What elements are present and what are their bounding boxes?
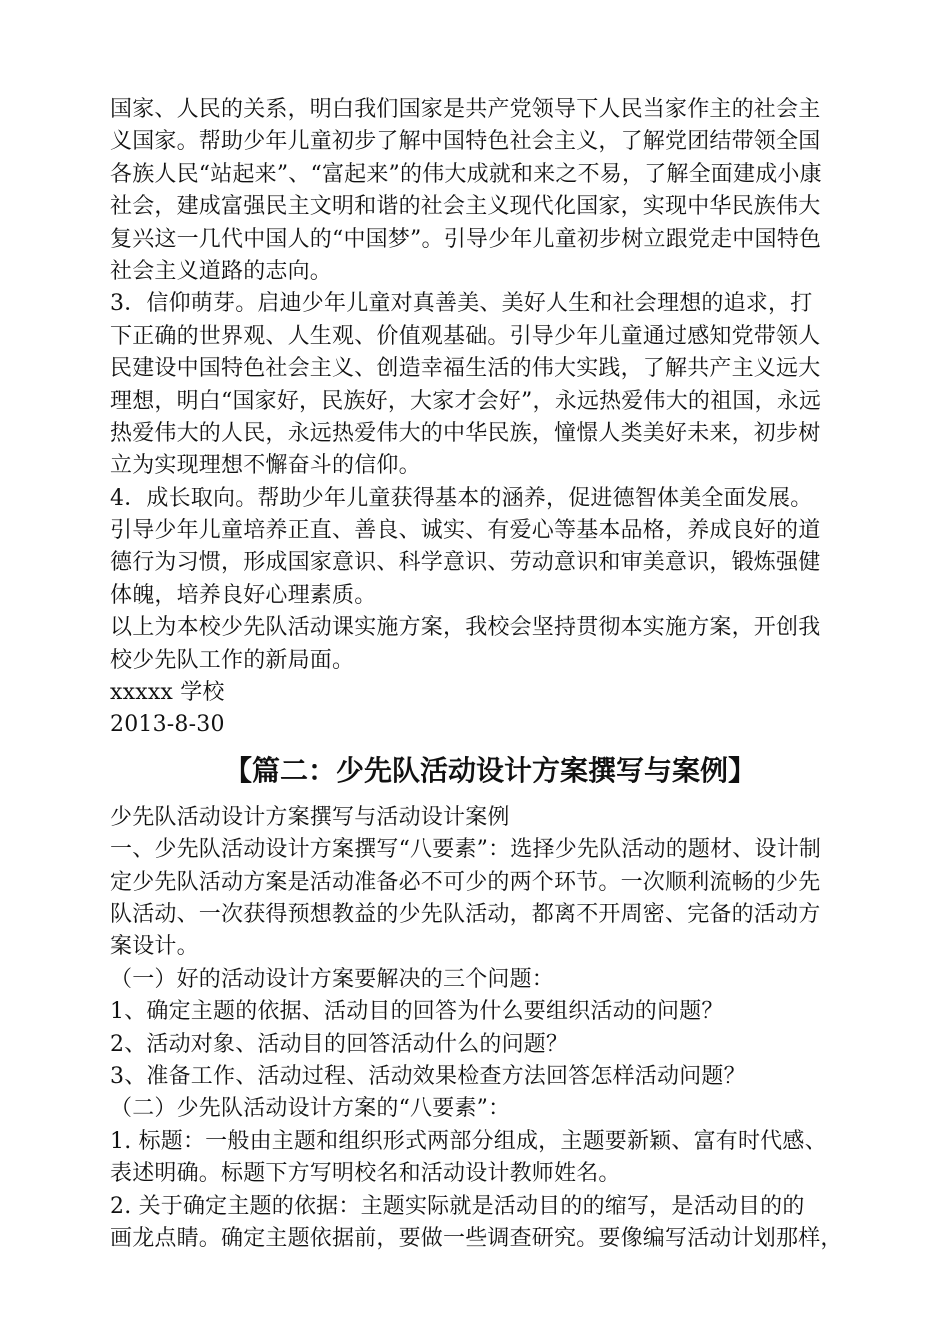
text-line: 2、活动对象、活动目的回答活动什么的问题？ bbox=[110, 1031, 569, 1057]
text-line: 画龙点睛。确定主题依据前，要做一些调查研究。要像编写活动计划那样， bbox=[110, 1225, 843, 1251]
text-line: 热爱伟大的人民，永远热爱伟大的中华民族，憧憬人类美好未来，初步树 bbox=[110, 420, 821, 446]
part2-text bbox=[110, 802, 870, 1255]
text-line: 一、少先队活动设计方案撰写“八要素”：选择少先队活动的题材、设计制 bbox=[110, 837, 822, 863]
subtitle-line: 少先队活动设计方案撰写与活动设计案例 bbox=[110, 804, 510, 830]
text-line: 以上为本校少先队活动课实施方案，我校会坚持贯彻本实施方案，开创我 bbox=[110, 615, 821, 641]
text-line: 立为实现理想不懈奋斗的信仰。 bbox=[110, 453, 421, 479]
document-page bbox=[110, 94, 870, 1255]
section-title: 【篇二：少先队活动设计方案撰写与案例】 bbox=[223, 753, 756, 787]
text-line: 1、确定主题的依据、活动目的回答为什么要组织活动的问题？ bbox=[110, 999, 724, 1025]
text-line: 定少先队活动方案是活动准备必不可少的两个环节。一次顺利流畅的少先 bbox=[110, 869, 821, 895]
text-line: 各族人民“站起来”、“富起来”的伟大成就和来之不易，了解全面建成小康 bbox=[110, 161, 822, 187]
text-line: 3、准备工作、活动过程、活动效果检查方法回答怎样活动问题？ bbox=[110, 1063, 746, 1089]
text-line: 社会，建成富强民主文明和谐的社会主义现代化国家，实现中华民族伟大 bbox=[110, 194, 821, 220]
text-line: 体魄，培养良好心理素质。 bbox=[110, 582, 377, 608]
text-line: 下正确的世界观、人生观、价值观基础。引导少年儿童通过感知党带领人 bbox=[110, 323, 821, 349]
text-line: 表述明确。标题下方写明校名和活动设计教师姓名。 bbox=[110, 1161, 621, 1187]
text-line: 案设计。 bbox=[110, 934, 199, 960]
text-line: 引导少年儿童培养正直、善良、诚实、有爱心等基本品格，养成良好的道 bbox=[110, 518, 821, 544]
text-line: 理想，明白“国家好，民族好，大家才会好”，永远热爱伟大的祖国，永远 bbox=[110, 388, 822, 414]
text-line: 复兴这一几代中国人的“中国梦”。引导少年儿童初步树立跟党走中国特色 bbox=[110, 226, 822, 252]
text-line: 2. 关于确定主题的依据：主题实际就是活动目的的缩写，是活动目的的 bbox=[110, 1193, 805, 1219]
text-line: 民建设中国特色社会主义、创造幸福生活的伟大实践，了解共产主义远大 bbox=[110, 356, 821, 382]
text-line: 1. 标题：一般由主题和组织形式两部分组成，主题要新颖、富有时代感、 bbox=[110, 1128, 827, 1154]
date-line: 2013-8-30 bbox=[110, 712, 225, 738]
text-line: 3．信仰萌芽。启迪少年儿童对真善美、美好人生和社会理想的追求，打 bbox=[110, 291, 813, 317]
school-signature: xxxxx 学校 bbox=[110, 680, 225, 706]
part1-text bbox=[110, 94, 870, 742]
text-line: 国家、人民的关系，明白我们国家是共产党领导下人民当家作主的社会主 bbox=[110, 97, 821, 122]
text-line: 校少先队工作的新局面。 bbox=[110, 647, 355, 673]
text-line: （一）好的活动设计方案要解决的三个问题： bbox=[110, 966, 555, 992]
text-line: 4．成长取向。帮助少年儿童获得基本的涵养，促进德智体美全面发展。 bbox=[110, 485, 813, 511]
text-line: 社会主义道路的志向。 bbox=[110, 258, 333, 284]
text-line: 德行为习惯，形成国家意识、科学意识、劳动意识和审美意识，锻炼强健 bbox=[110, 550, 821, 576]
text-line: 队活动、一次获得预想教益的少先队活动，都离不开周密、完备的活动方 bbox=[110, 901, 821, 927]
text-line: 义国家。帮助少年儿童初步了解中国特色社会主义，了解党团结带领全国 bbox=[110, 129, 821, 155]
text-line: （二）少先队活动设计方案的“八要素”： bbox=[110, 1096, 511, 1122]
